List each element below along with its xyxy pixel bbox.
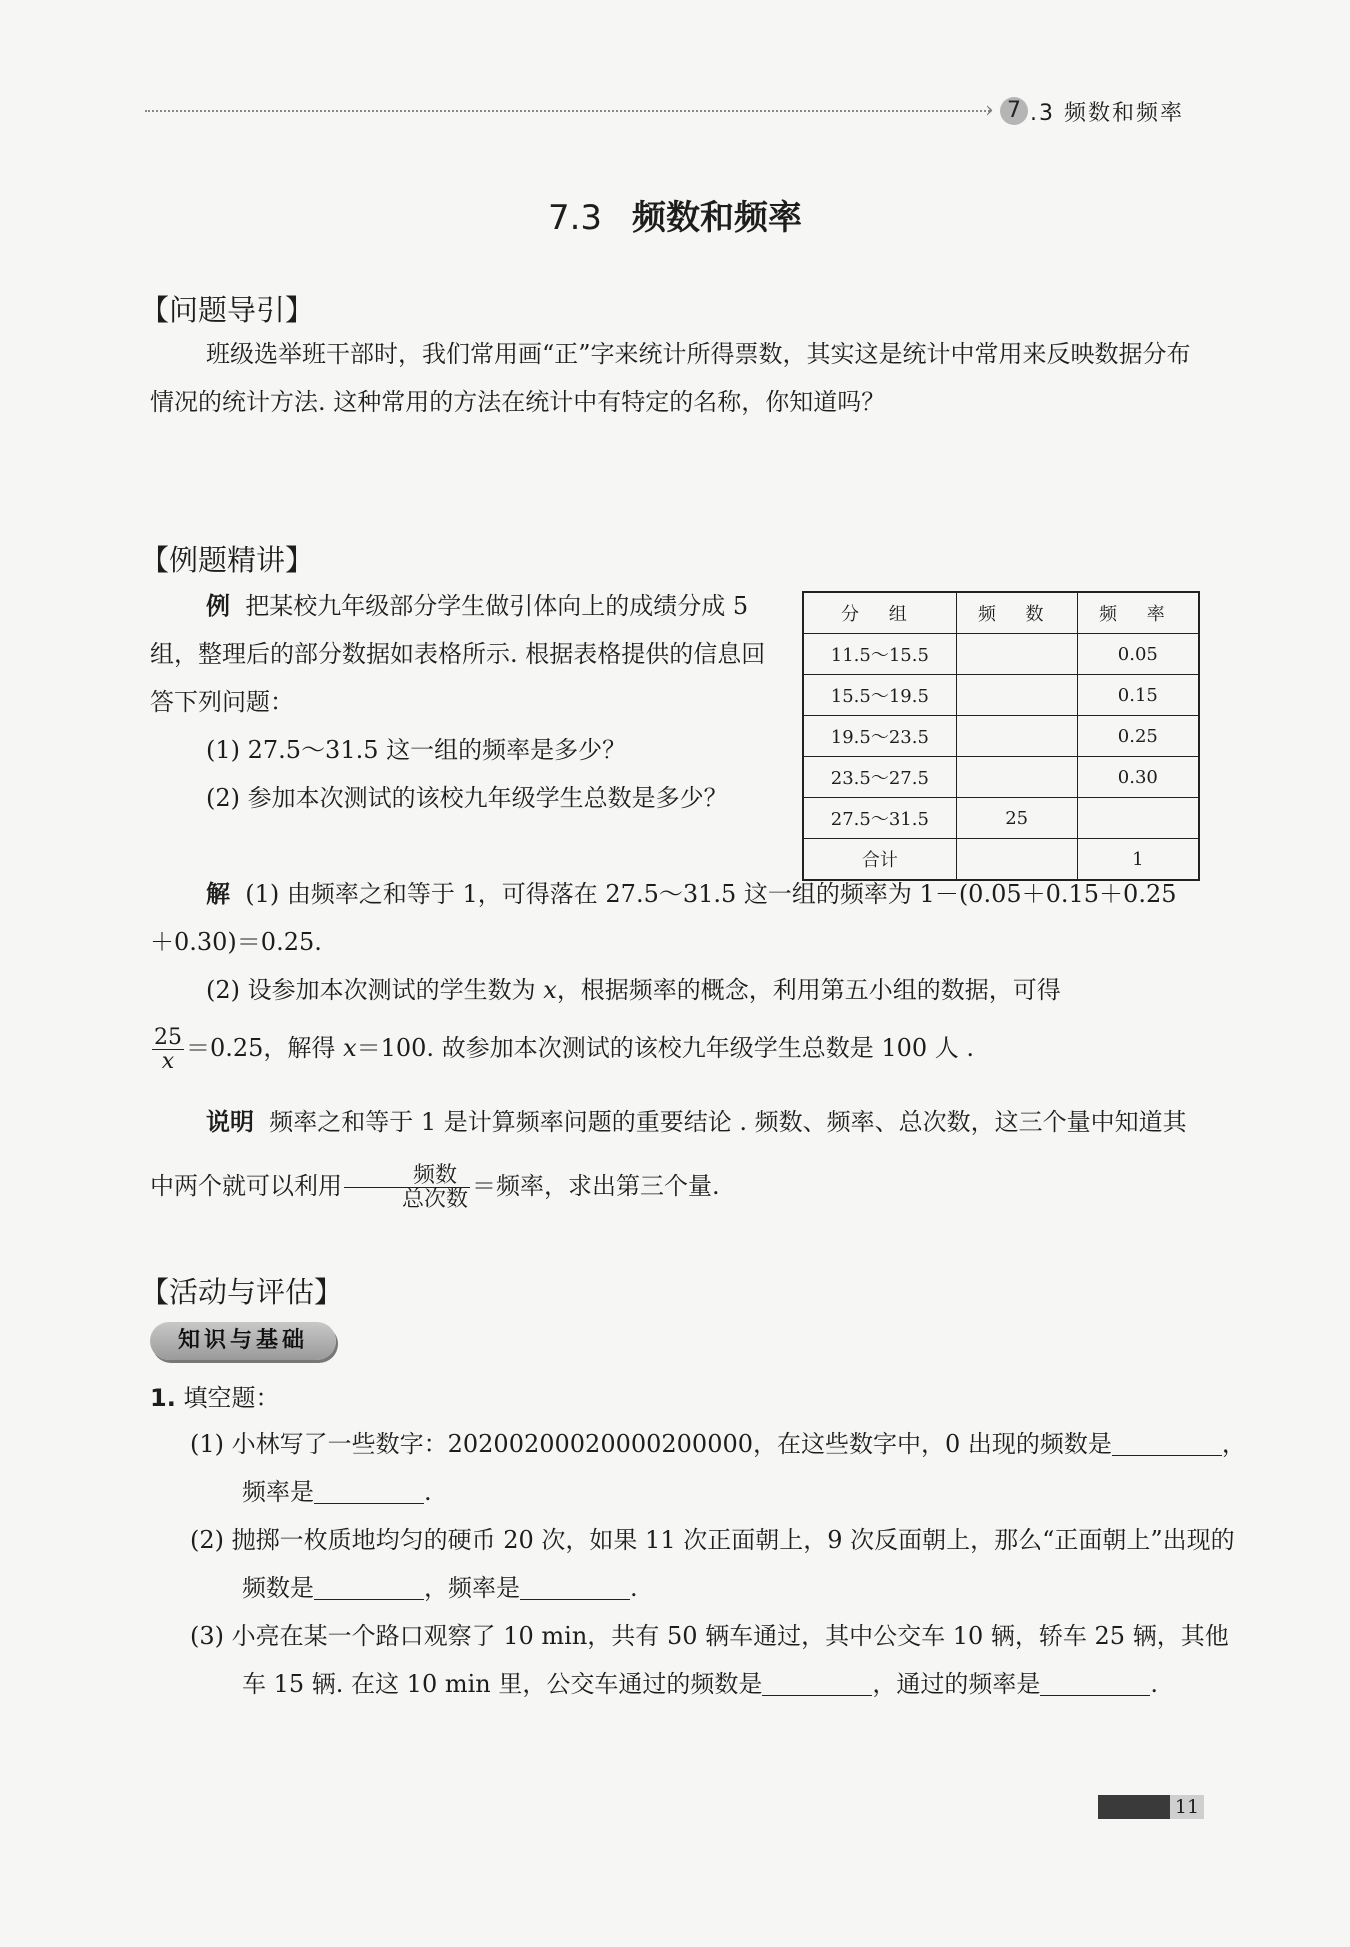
solution-2-equation bbox=[150, 1024, 1200, 1073]
fill-item-3 bbox=[190, 1612, 1252, 1708]
answer-blank[interactable] bbox=[314, 1575, 424, 1600]
chapter-number-badge: 7 bbox=[1000, 97, 1028, 125]
solution-1 bbox=[150, 870, 1200, 966]
answer-blank[interactable] bbox=[520, 1575, 630, 1600]
page-title bbox=[0, 190, 1350, 239]
variable-x: x bbox=[543, 976, 557, 1004]
solution-2-text-c: ＝0.25，解得 bbox=[186, 1034, 344, 1062]
section-title: 频数和频率 bbox=[632, 198, 803, 238]
answer-blank[interactable] bbox=[1040, 1671, 1150, 1696]
table-cell bbox=[956, 839, 1077, 881]
answer-blank[interactable] bbox=[1112, 1431, 1222, 1456]
solution-2 bbox=[150, 966, 1200, 1014]
table-cell: 0.25 bbox=[1077, 716, 1199, 757]
frequency-table bbox=[802, 591, 1200, 881]
table-cell bbox=[956, 675, 1077, 716]
fraction-denominator: x bbox=[161, 1049, 175, 1074]
running-header-title: .3 频数和频率 bbox=[1030, 101, 1184, 126]
solution-2-text-d: ＝100. 故参加本次测试的该校九年级学生总数是 100 人 . bbox=[356, 1034, 975, 1062]
table-row bbox=[803, 839, 1199, 881]
fill-item-text: (1) 小林写了一些数字：20200200020000200000，在这些数字中，0 出现的频数是 bbox=[190, 1430, 1112, 1458]
table-header-cell: 频 数 bbox=[956, 592, 1077, 634]
table-cell bbox=[1077, 798, 1199, 839]
activity-heading: 【活动与评估】 bbox=[140, 1275, 344, 1309]
fraction-numerator: 25 bbox=[154, 1024, 182, 1050]
note-text-b: ＝频率，求出第三个量. bbox=[472, 1172, 720, 1200]
solution-1-text: (1) 由频率之和等于 1，可得落在 27.5～31.5 这一组的频率为 1－(0.05＋0.15＋0.25＋0.30)＝0.25. bbox=[150, 880, 1177, 956]
answer-blank[interactable] bbox=[314, 1479, 424, 1504]
solution-2-text-a: (2) 设参加本次测试的学生数为 bbox=[206, 976, 544, 1004]
example-question-1: (1) 27.5～31.5 这一组的频率是多少？ bbox=[206, 736, 627, 764]
table-row bbox=[803, 716, 1199, 757]
example-label: 例 bbox=[206, 592, 230, 620]
table-cell: 27.5～31.5 bbox=[803, 798, 956, 839]
table-cell: 1 bbox=[1077, 839, 1199, 881]
fill-item-text: . bbox=[424, 1478, 432, 1506]
page-number-bar bbox=[1098, 1795, 1170, 1819]
fraction-frequency-over-total bbox=[344, 1164, 470, 1211]
fill-item-text: ，频率是 bbox=[424, 1574, 520, 1602]
arrow-icon: › bbox=[985, 98, 994, 123]
table-cell: 19.5～23.5 bbox=[803, 716, 956, 757]
fraction-numerator: 频数 bbox=[344, 1164, 470, 1188]
table-header-row bbox=[803, 592, 1199, 634]
section-number: 7.3 bbox=[547, 198, 603, 238]
fill-item-text: ，频率是 bbox=[242, 1430, 1246, 1506]
fill-item-2 bbox=[190, 1516, 1252, 1612]
note-label: 说明 bbox=[206, 1108, 254, 1136]
table-cell: 0.30 bbox=[1077, 757, 1199, 798]
table-header-cell: 分 组 bbox=[803, 592, 956, 634]
example-problem bbox=[150, 582, 780, 726]
header-rule bbox=[145, 110, 990, 112]
fill-item-text: ，通过的频率是 bbox=[872, 1670, 1041, 1698]
problem-intro-heading: 【问题导引】 bbox=[140, 293, 315, 327]
question-number: 1. bbox=[150, 1384, 176, 1412]
table-row bbox=[803, 798, 1199, 839]
fraction-25-over-x bbox=[152, 1026, 184, 1073]
problem-intro-text: 班级选举班干部时，我们常用画“正”字来统计所得票数，其实这是统计中常用来反映数据分布情况的统计方法. 这种常用的方法在统计中有特定的名称，你知道吗？ bbox=[150, 340, 1191, 416]
fill-item-text: (2) 抛掷一枚质地均匀的硬币 20 次，如果 11 次正面朝上，9 次反面朝上，那么“正面朝上”出现的频数是 bbox=[190, 1526, 1235, 1602]
fill-item-text: . bbox=[630, 1574, 638, 1602]
solution-2-text-b: ，根据频率的概念，利用第五小组的数据，可得 bbox=[556, 976, 1061, 1004]
fill-item-1 bbox=[190, 1420, 1252, 1516]
table-cell: 0.05 bbox=[1077, 634, 1199, 675]
table-cell: 25 bbox=[956, 798, 1077, 839]
knowledge-badge: 知识与基础 bbox=[150, 1322, 336, 1360]
question-1-title bbox=[150, 1374, 279, 1422]
note bbox=[150, 1090, 1200, 1218]
example-heading: 【例题精讲】 bbox=[140, 543, 315, 577]
table-row bbox=[803, 675, 1199, 716]
table-row bbox=[803, 757, 1199, 798]
note-text-a: 频率之和等于 1 是计算频率问题的重要结论 . 频数、频率、总次数，这三个量中知道其中两个就可以利用 bbox=[150, 1108, 1187, 1200]
table-cell bbox=[956, 634, 1077, 675]
table-cell: 15.5～19.5 bbox=[803, 675, 956, 716]
table-cell bbox=[956, 716, 1077, 757]
variable-x: x bbox=[343, 1034, 357, 1062]
table-header-cell: 频 率 bbox=[1077, 592, 1199, 634]
fill-item-text: . bbox=[1150, 1670, 1159, 1698]
table-cell: 23.5～27.5 bbox=[803, 757, 956, 798]
table-row bbox=[803, 634, 1199, 675]
page-number: 11 bbox=[1170, 1795, 1204, 1819]
example-text: 把某校九年级部分学生做引体向上的成绩分成 5 组，整理后的部分数据如表格所示. 根据表格提供的信息回答下列问题： bbox=[150, 592, 766, 716]
solution-label: 解 bbox=[206, 880, 230, 908]
question-label: 填空题： bbox=[183, 1384, 280, 1412]
table-cell: 11.5～15.5 bbox=[803, 634, 956, 675]
table-cell bbox=[956, 757, 1077, 798]
fill-item-text: (3) 小亮在某一个路口观察了 10 min，共有 50 辆车通过，其中公交车 10 辆，轿车 25 辆，其他车 15 辆. 在这 10 min 里，公交车通过的频数是 bbox=[190, 1622, 1229, 1698]
answer-blank[interactable] bbox=[762, 1671, 872, 1696]
example-question-2: (2) 参加本次测试的该校九年级学生总数是多少？ bbox=[206, 784, 728, 812]
table-cell: 0.15 bbox=[1077, 675, 1199, 716]
fraction-denominator: 总次数 bbox=[402, 1187, 469, 1212]
table-cell: 合计 bbox=[803, 839, 956, 881]
